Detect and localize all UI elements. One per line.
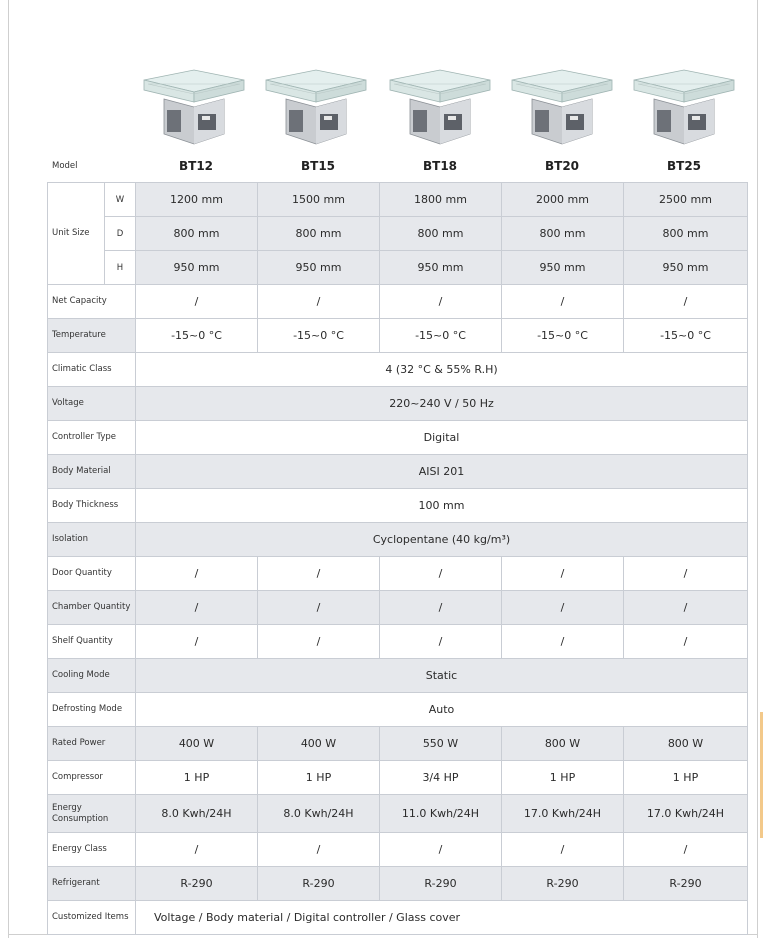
model-name-bt20: BT20 bbox=[544, 159, 580, 173]
shelf-quantity-bt20: / bbox=[502, 625, 624, 659]
unit-size-w-label: W bbox=[105, 183, 136, 217]
energy-consumption-bt12: 8.0 Kwh/24H bbox=[136, 795, 258, 833]
row-customized-items bbox=[48, 901, 748, 935]
net-capacity-bt20: / bbox=[502, 285, 624, 319]
compressor-bt20: 1 HP bbox=[502, 761, 624, 795]
row-temperature bbox=[48, 319, 748, 353]
rated-power-bt25: 800 W bbox=[624, 727, 748, 761]
rated-power-bt12: 400 W bbox=[136, 727, 258, 761]
customized-items-label: Customized Items bbox=[48, 901, 136, 935]
rated-power-label: Rated Power bbox=[48, 727, 136, 761]
defrosting-mode-label: Defrosting Mode bbox=[48, 693, 136, 727]
customized-items-value: Voltage / Body material / Digital controller / Glass cover bbox=[136, 901, 748, 935]
body-thickness-label: Body Thickness bbox=[48, 489, 136, 523]
depth-bt15: 800 mm bbox=[258, 217, 380, 251]
unit-size-h-label: H bbox=[105, 251, 136, 285]
refrigerant-label: Refrigerant bbox=[48, 867, 136, 901]
product-image-bt18 bbox=[386, 66, 494, 148]
model-name-bt25: BT25 bbox=[666, 159, 702, 173]
energy-class-bt20: / bbox=[502, 833, 624, 867]
compressor-bt18: 3/4 HP bbox=[380, 761, 502, 795]
temperature-bt25: -15~0 °C bbox=[624, 319, 748, 353]
width-bt25: 2500 mm bbox=[624, 183, 748, 217]
model-label: Model bbox=[52, 161, 78, 171]
chamber-quantity-bt20: / bbox=[502, 591, 624, 625]
energy-consumption-bt25: 17.0 Kwh/24H bbox=[624, 795, 748, 833]
refrigerant-bt15: R-290 bbox=[258, 867, 380, 901]
net-capacity-bt25: / bbox=[624, 285, 748, 319]
row-shelf-quantity bbox=[48, 625, 748, 659]
compressor-bt25: 1 HP bbox=[624, 761, 748, 795]
height-bt20: 950 mm bbox=[502, 251, 624, 285]
model-name-bt18: BT18 bbox=[422, 159, 458, 173]
depth-bt25: 800 mm bbox=[624, 217, 748, 251]
temperature-bt12: -15~0 °C bbox=[136, 319, 258, 353]
row-unit-size-h bbox=[48, 251, 748, 285]
rated-power-bt18: 550 W bbox=[380, 727, 502, 761]
product-image-bt15 bbox=[262, 66, 370, 148]
temperature-bt20: -15~0 °C bbox=[502, 319, 624, 353]
unit-size-label: Unit Size bbox=[48, 183, 105, 285]
refrigerant-bt18: R-290 bbox=[380, 867, 502, 901]
row-controller-type bbox=[48, 421, 748, 455]
refrigerant-bt25: R-290 bbox=[624, 867, 748, 901]
unit-size-d-label: D bbox=[105, 217, 136, 251]
isolation-label: Isolation bbox=[48, 523, 136, 557]
depth-bt18: 800 mm bbox=[380, 217, 502, 251]
net-capacity-bt12: / bbox=[136, 285, 258, 319]
row-rated-power bbox=[48, 727, 748, 761]
rated-power-bt15: 400 W bbox=[258, 727, 380, 761]
product-image-bt20 bbox=[508, 66, 616, 148]
row-isolation bbox=[48, 523, 748, 557]
temperature-label: Temperature bbox=[48, 319, 136, 353]
shelf-quantity-label: Shelf Quantity bbox=[48, 625, 136, 659]
width-bt18: 1800 mm bbox=[380, 183, 502, 217]
row-body-material bbox=[48, 455, 748, 489]
energy-class-bt12: / bbox=[136, 833, 258, 867]
energy-class-label: Energy Class bbox=[48, 833, 136, 867]
compressor-label: Compressor bbox=[48, 761, 136, 795]
climatic-class-label: Climatic Class bbox=[48, 353, 136, 387]
chamber-quantity-bt12: / bbox=[136, 591, 258, 625]
door-quantity-bt15: / bbox=[258, 557, 380, 591]
height-bt25: 950 mm bbox=[624, 251, 748, 285]
energy-class-bt25: / bbox=[624, 833, 748, 867]
row-energy-class bbox=[48, 833, 748, 867]
chamber-quantity-bt18: / bbox=[380, 591, 502, 625]
model-name-bt15: BT15 bbox=[300, 159, 336, 173]
model-name-bt12: BT12 bbox=[178, 159, 214, 173]
defrosting-mode-value: Auto bbox=[136, 693, 748, 727]
voltage-value: 220~240 V / 50 Hz bbox=[136, 387, 748, 421]
compressor-bt15: 1 HP bbox=[258, 761, 380, 795]
isolation-value: Cyclopentane (40 kg/m³) bbox=[136, 523, 748, 557]
row-net-capacity bbox=[48, 285, 748, 319]
climatic-class-value: 4 (32 °C & 55% R.H) bbox=[136, 353, 748, 387]
controller-type-value: Digital bbox=[136, 421, 748, 455]
energy-consumption-bt18: 11.0 Kwh/24H bbox=[380, 795, 502, 833]
temperature-bt15: -15~0 °C bbox=[258, 319, 380, 353]
shelf-quantity-bt18: / bbox=[380, 625, 502, 659]
cooling-mode-label: Cooling Mode bbox=[48, 659, 136, 693]
width-bt15: 1500 mm bbox=[258, 183, 380, 217]
height-bt18: 950 mm bbox=[380, 251, 502, 285]
energy-consumption-bt20: 17.0 Kwh/24H bbox=[502, 795, 624, 833]
body-material-value: AISI 201 bbox=[136, 455, 748, 489]
temperature-bt18: -15~0 °C bbox=[380, 319, 502, 353]
door-quantity-label: Door Quantity bbox=[48, 557, 136, 591]
row-cooling-mode bbox=[48, 659, 748, 693]
row-defrosting-mode bbox=[48, 693, 748, 727]
door-quantity-bt18: / bbox=[380, 557, 502, 591]
rated-power-bt20: 800 W bbox=[502, 727, 624, 761]
controller-type-label: Controller Type bbox=[48, 421, 136, 455]
row-refrigerant bbox=[48, 867, 748, 901]
row-compressor bbox=[48, 761, 748, 795]
compressor-bt12: 1 HP bbox=[136, 761, 258, 795]
depth-bt12: 800 mm bbox=[136, 217, 258, 251]
row-body-thickness bbox=[48, 489, 748, 523]
net-capacity-bt15: / bbox=[258, 285, 380, 319]
shelf-quantity-bt12: / bbox=[136, 625, 258, 659]
product-image-bt12 bbox=[140, 66, 248, 148]
door-quantity-bt12: / bbox=[136, 557, 258, 591]
chamber-quantity-label: Chamber Quantity bbox=[48, 591, 136, 625]
energy-class-bt15: / bbox=[258, 833, 380, 867]
depth-bt20: 800 mm bbox=[502, 217, 624, 251]
energy-class-bt18: / bbox=[380, 833, 502, 867]
product-image-bt25 bbox=[630, 66, 738, 148]
width-bt12: 1200 mm bbox=[136, 183, 258, 217]
row-chamber-quantity bbox=[48, 591, 748, 625]
height-bt12: 950 mm bbox=[136, 251, 258, 285]
door-quantity-bt25: / bbox=[624, 557, 748, 591]
row-climatic-class bbox=[48, 353, 748, 387]
row-unit-size-d bbox=[48, 217, 748, 251]
row-unit-size-w bbox=[48, 183, 748, 217]
energy-consumption-label: Energy Consumption bbox=[48, 795, 136, 833]
height-bt15: 950 mm bbox=[258, 251, 380, 285]
body-material-label: Body Material bbox=[48, 455, 136, 489]
page-border-left bbox=[8, 0, 9, 938]
row-energy-consumption bbox=[48, 795, 748, 833]
refrigerant-bt12: R-290 bbox=[136, 867, 258, 901]
row-voltage bbox=[48, 387, 748, 421]
shelf-quantity-bt25: / bbox=[624, 625, 748, 659]
cooling-mode-value: Static bbox=[136, 659, 748, 693]
spec-table bbox=[47, 182, 748, 935]
shelf-quantity-bt15: / bbox=[258, 625, 380, 659]
voltage-label: Voltage bbox=[48, 387, 136, 421]
body-thickness-value: 100 mm bbox=[136, 489, 748, 523]
width-bt20: 2000 mm bbox=[502, 183, 624, 217]
energy-consumption-bt15: 8.0 Kwh/24H bbox=[258, 795, 380, 833]
refrigerant-bt20: R-290 bbox=[502, 867, 624, 901]
door-quantity-bt20: / bbox=[502, 557, 624, 591]
page-border-right bbox=[757, 0, 758, 938]
chamber-quantity-bt25: / bbox=[624, 591, 748, 625]
net-capacity-label: Net Capacity bbox=[48, 285, 136, 319]
net-capacity-bt18: / bbox=[380, 285, 502, 319]
chamber-quantity-bt15: / bbox=[258, 591, 380, 625]
row-door-quantity bbox=[48, 557, 748, 591]
